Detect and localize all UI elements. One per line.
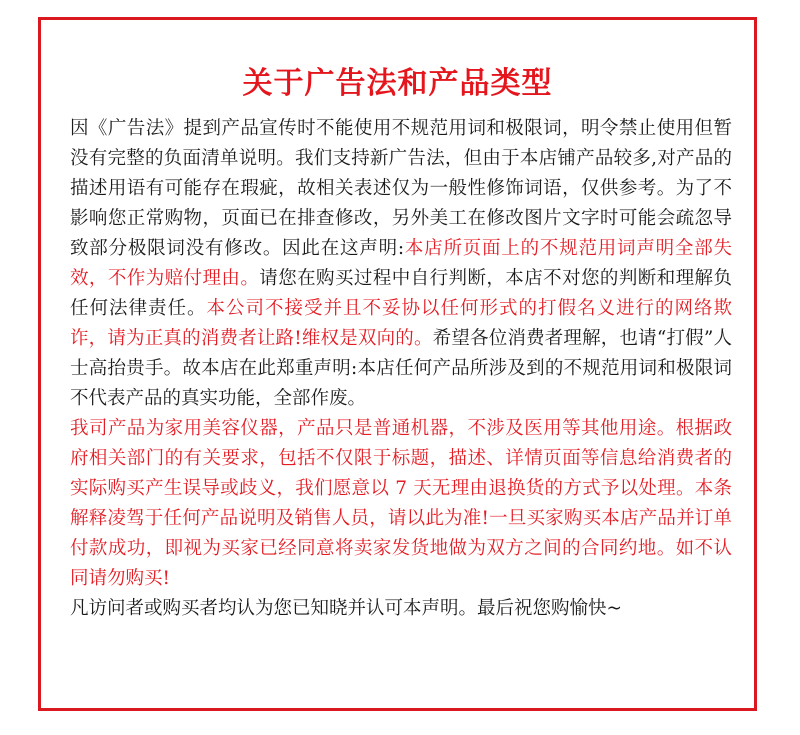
no-compromise-statement: 本公司不接受并且不妥协以任何形式的打假名义进行的网络欺诈，请为正真的消费者让路!维权是双向的。 [70, 298, 732, 349]
closing-statement: 希望各位消费者理解，也请“打假”人士高抬贵手。故本店在此郑重声明:本店任何产品所涉及到的不规范用词和极限词不代表产品的真实功能，全部作废。 [70, 328, 733, 409]
page-title: 关于广告法和产品类型 [242, 66, 553, 101]
paragraph-final-notice: 凡访问者或购买者均认为您已知晓并认可本声明。最后祝您购愉快~ [70, 598, 623, 619]
invalid-statement: 本店所页面上的不规范用词声明全部失效，不作为赔付理由。 [70, 238, 732, 289]
self-judgement: 请您在购买过程中自行判断，本店不对您的判断和理解负任何法律责任。 [70, 268, 732, 319]
disclaimer-intro: 因《广告法》提到产品宣传时不能使用不规范用词和极限词，明令禁止使用但暂没有完整的负面清单说明。我们支持新广告法，但由于本店铺产品较多,对产品的描述用语有可能存在瑕疵，故相关表述仅为一般性修饰词语，仅供参考。为了不影响您正常购物，页面已在排查修改，另外美工在修改图片文字时可能会疏忽导致部分极限词没有修改。因此在这声明: [70, 118, 732, 259]
notice-frame [38, 17, 757, 711]
paragraph-disclaimer [70, 114, 732, 414]
paragraph-product-use: 我司产品为家用美容仪器，产品只是普通机器，不涉及医用等其他用途。根据政府相关部门的有关要求，包括不仅限于标题，描述、详情页面等信息给消费者的实际购买产生误导或歧义，我们愿意以 7 天无理由退换货的方式予以处理。本条解释凌驾于任何产品说明及销售人员，请以此为准!一旦买家购买本店产品并订单付款成功，即视为买家已经同意将卖家发货地做为双方之间的合同约地。如不认同请勿购买! [70, 418, 732, 589]
notice-body [70, 114, 732, 624]
